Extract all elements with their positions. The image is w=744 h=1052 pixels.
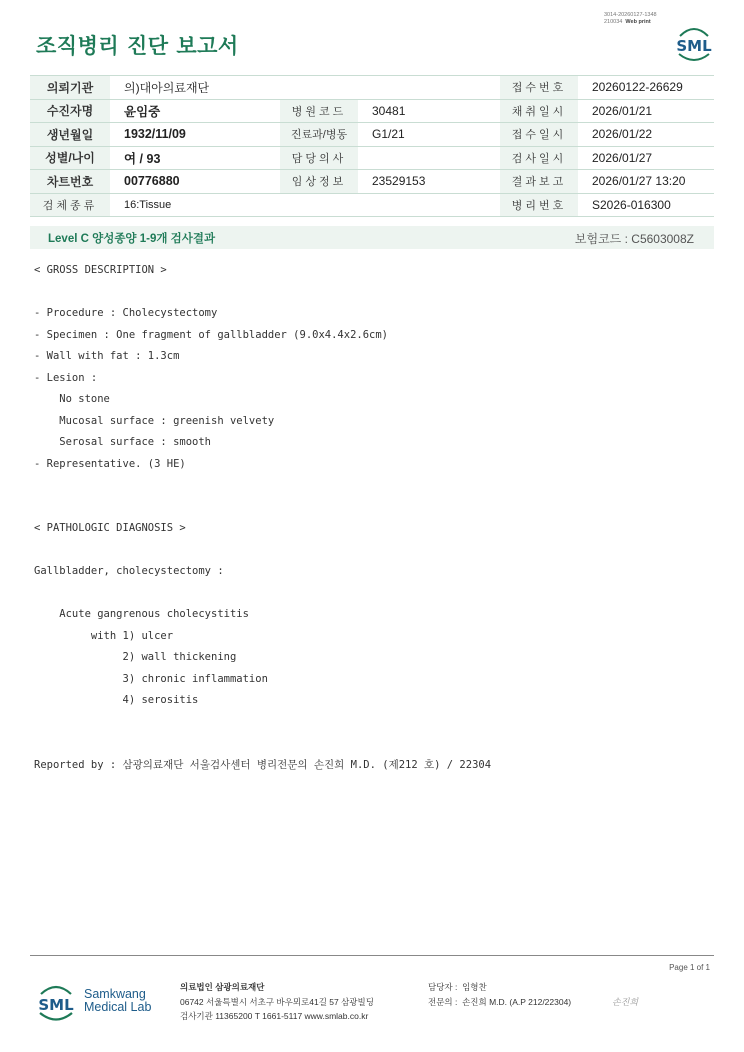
report-line: - Lesion :: [34, 371, 98, 384]
report-line: 4) serositis: [34, 694, 199, 706]
info-value: 2026/01/22: [578, 123, 714, 147]
company-line2: Medical Lab: [84, 1000, 152, 1014]
report-line: 2) wall thickening: [34, 651, 237, 663]
info-value: 여 / 93: [110, 146, 280, 170]
print-code-line2: 210034: [604, 19, 623, 25]
staff-name: 임형찬: [462, 982, 487, 992]
report-body: [34, 260, 491, 776]
footer-divider: [30, 955, 714, 956]
level-title: Level C 양성종양 1-9개 검사결과: [48, 233, 216, 245]
info-label: 의뢰기관: [30, 76, 110, 100]
info-value: 의)대아의료재단: [110, 76, 500, 100]
info-value: [358, 146, 500, 170]
report-line: 3) chronic inflammation: [34, 672, 268, 685]
report-line: [34, 497, 491, 519]
table-row: [30, 170, 714, 194]
specialist-label: 전문의 :: [428, 996, 458, 1007]
info-label: 임상정보: [280, 170, 358, 194]
page-title: 조직병리 진단 보고서: [36, 34, 239, 58]
info-label: 결과보고: [500, 170, 578, 194]
info-label: 접수번호: [500, 76, 578, 100]
report-line: Reported by : 삼광의료재단 서울검사센터 병리전문의 손진희 M.D. (제212 호) / 22304: [34, 758, 492, 771]
info-label: 진료과/병동: [280, 123, 358, 147]
info-label: 검체종류: [30, 193, 110, 217]
info-value: 2026/01/27 13:20: [578, 170, 714, 194]
staff-label: 담당자 :: [428, 982, 458, 992]
specialist-name: 손진희 M.D. (A.P 212/22304): [462, 996, 572, 1007]
info-value: 1932/11/09: [110, 123, 280, 147]
info-value: G1/21: [358, 123, 500, 147]
info-label: 수진자명: [30, 99, 110, 123]
info-label: 병원코드: [280, 99, 358, 123]
address: 06742 서울특별시 서초구 바우뫼로41길 57 삼광빌딩: [180, 996, 374, 1007]
info-value: 00776880: [110, 170, 280, 194]
print-label: Web print: [625, 19, 651, 25]
sml-logo-icon: [36, 980, 76, 1026]
company-line1: Samkwang: [84, 987, 146, 1001]
sml-logo-icon: [674, 24, 714, 64]
info-label: 성별/나이: [30, 146, 110, 170]
print-code: [604, 12, 657, 26]
info-label: 생년월일: [30, 123, 110, 147]
report-line: < GROSS DESCRIPTION >: [34, 264, 167, 276]
table-row: [30, 76, 714, 100]
info-label: 접수일시: [500, 123, 578, 147]
info-value: 23529153: [358, 170, 500, 194]
report-line: [34, 282, 491, 304]
table-row: [30, 146, 714, 170]
table-row: [30, 123, 714, 147]
table-row: [30, 193, 714, 217]
report-line: - Representative. (3 HE): [34, 457, 186, 470]
print-code-line1: 3014-20260127-1348: [604, 12, 657, 18]
info-label: 차트번호: [30, 170, 110, 194]
info-value: 윤임중: [110, 99, 280, 123]
footer-address: [180, 980, 374, 1024]
report-line: - Procedure : Cholecystectomy: [34, 307, 218, 319]
report-line: < PATHOLOGIC DIAGNOSIS >: [34, 522, 186, 534]
org-name: 의료법인 삼광의료재단: [180, 982, 265, 992]
info-value: S2026-016300: [578, 193, 714, 217]
info-value: 16:Tissue: [110, 193, 500, 217]
report-line: Acute gangrenous cholecystitis: [34, 608, 249, 620]
report-line: - Specimen : One fragment of gallbladder (9.0x4.4x2.6cm): [34, 328, 389, 341]
page-number: Page 1 of 1: [669, 963, 710, 972]
report-line: - Wall with fat : 1.3cm: [34, 350, 180, 362]
report-line: [34, 475, 491, 497]
level-bar: [30, 226, 714, 249]
info-value: 20260122-26629: [578, 76, 714, 100]
info-label: 채취일시: [500, 99, 578, 123]
info-label: 담당의사: [280, 146, 358, 170]
report-line: [34, 733, 491, 755]
contact: 검사기관 11365200 T 1661-5117 www.smlab.co.kr: [180, 1011, 369, 1021]
report-line: Mucosal surface : greenish velvety: [34, 414, 275, 427]
company-name: [84, 988, 151, 1014]
info-value: 2026/01/27: [578, 146, 714, 170]
report-line: No stone: [34, 393, 110, 405]
report-line: Gallbladder, cholecystectomy :: [34, 565, 224, 577]
signature: 손진희: [612, 998, 639, 1008]
info-label: 병리번호: [500, 193, 578, 217]
report-line: [34, 712, 491, 734]
logo-text: SML: [676, 37, 712, 55]
footer-staff: [428, 980, 571, 1009]
report-line: with 1) ulcer: [34, 629, 174, 642]
info-label: 검사일시: [500, 146, 578, 170]
report-line: [34, 540, 491, 562]
info-value: 30481: [358, 99, 500, 123]
logo-text: SML: [38, 996, 74, 1014]
insurance-code: 보험코드 : C5603008Z: [574, 232, 694, 246]
table-row: [30, 99, 714, 123]
info-value: 2026/01/21: [578, 99, 714, 123]
patient-info-table: [30, 75, 714, 217]
report-line: Serosal surface : smooth: [34, 436, 212, 448]
report-line: [34, 583, 491, 605]
